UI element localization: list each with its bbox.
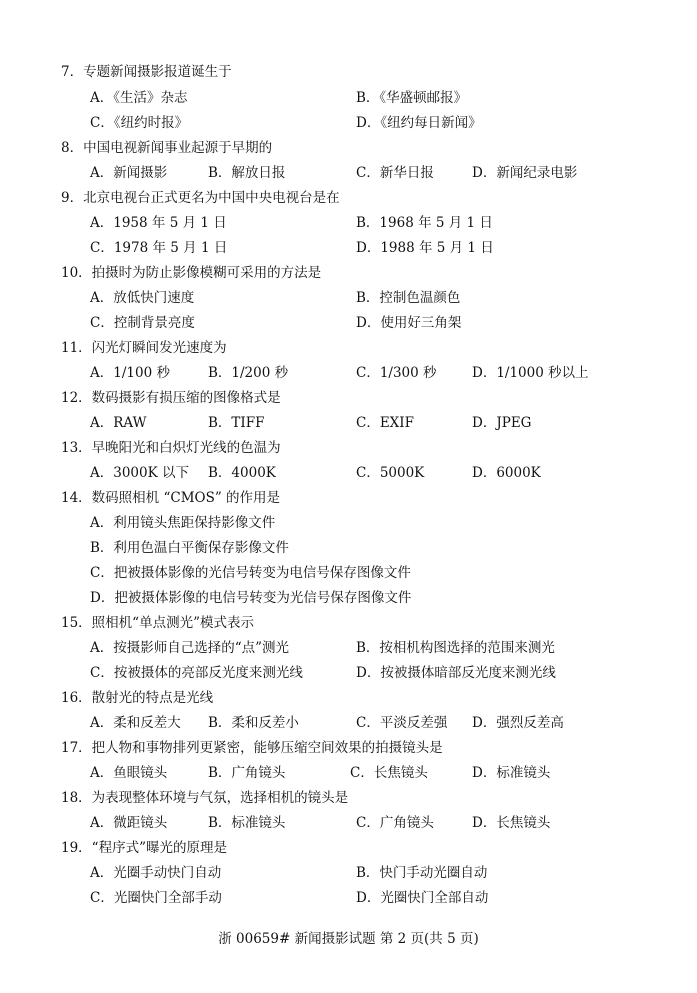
option-d: D．JPEG	[472, 415, 532, 431]
option-c: C．光圈快门全部手动	[90, 890, 222, 906]
option-c: C．控制背景亮度	[90, 315, 195, 331]
option-a: A．《生活》杂志	[90, 90, 188, 106]
option-a: A．3000K 以下	[90, 465, 189, 481]
option-c: C．新华日报	[356, 165, 434, 181]
option-a: A．鱼眼镜头	[90, 765, 168, 781]
option-c: C．长焦镜头	[350, 765, 428, 781]
option-d: D．新闻纪录电影	[472, 165, 578, 181]
option-c: C．平淡反差强	[356, 715, 448, 731]
question-stem: 14．数码照相机 “CMOS” 的作用是	[61, 490, 281, 506]
option-b: B．标准镜头	[208, 815, 286, 831]
option-b: B．4000K	[208, 465, 276, 481]
option-a: A．放低快门速度	[90, 290, 195, 306]
option-d: D．按被摄体暗部反光度来测光线	[356, 665, 556, 681]
option-b: B．1968 年 5 月 1 日	[356, 215, 493, 231]
option-b: B．柔和反差小	[208, 715, 299, 731]
option-d: D．使用好三角架	[356, 315, 462, 331]
question-stem: 8．中国电视新闻事业起源于早期的	[61, 140, 273, 156]
option-b: B．1/200 秒	[208, 365, 289, 381]
option-c: C．1/300 秒	[356, 365, 437, 381]
option-b: B．广角镜头	[208, 765, 286, 781]
option-a: A．按摄影师自己选择的“点”测光	[90, 640, 290, 656]
question-stem: 10．拍摄时为防止影像模糊可采用的方法是	[61, 265, 322, 281]
question-stem: 12．数码摄影有损压缩的图像格式是	[61, 390, 281, 406]
option-b: B．快门手动光圈自动	[356, 865, 488, 881]
option-d: D．把被摄体影像的电信号转变为光信号保存图像文件	[90, 590, 412, 606]
question-stem: 16．散射光的特点是光线	[61, 690, 214, 706]
question-stem: 19．“程序式”曝光的原理是	[61, 840, 227, 856]
option-b: B．控制色温颜色	[356, 290, 461, 306]
option-c: C．5000K	[356, 465, 425, 481]
option-b: B．按相机构图选择的范围来测光	[356, 640, 555, 656]
option-c: C．1978 年 5 月 1 日	[90, 240, 228, 256]
option-c: C．《纽约时报》	[90, 115, 189, 131]
option-d: D．《纽约每日新闻》	[356, 115, 482, 131]
page-footer: 浙 00659# 新闻摄影试题 第 2 页(共 5 页)	[218, 931, 479, 947]
option-a: A．微距镜头	[90, 815, 168, 831]
option-d: D．1988 年 5 月 1 日	[356, 240, 494, 256]
option-c: C．广角镜头	[356, 815, 434, 831]
option-d: D．标准镜头	[472, 765, 551, 781]
option-b: B．TIFF	[208, 415, 265, 431]
option-c: C．把被摄体影像的光信号转变为电信号保存图像文件	[90, 565, 411, 581]
question-stem: 15．照相机“单点测光”模式表示	[61, 615, 254, 631]
option-d: D．强烈反差高	[472, 715, 564, 731]
option-d: D．长焦镜头	[472, 815, 551, 831]
option-a: A．柔和反差大	[90, 715, 181, 731]
question-stem: 18．为表现整体环境与气氛，选择相机的镜头是	[61, 790, 349, 806]
option-a: A．光圈手动快门自动	[90, 865, 222, 881]
question-stem: 17．把人物和事物排列更紧密，能够压缩空间效果的拍摄镜头是	[61, 740, 443, 756]
question-stem: 7．专题新闻摄影报道诞生于	[61, 64, 232, 80]
option-d: D．1/1000 秒以上	[472, 365, 589, 381]
option-a: A．1/100 秒	[90, 365, 170, 381]
option-b: B．《华盛顿邮报》	[356, 90, 468, 106]
option-b: B．利用色温白平衡保存影像文件	[90, 540, 289, 556]
option-c: C．按被摄体的亮部反光度来测光线	[90, 665, 303, 681]
option-a: A．1958 年 5 月 1 日	[90, 215, 227, 231]
option-b: B．解放日报	[208, 165, 286, 181]
question-stem: 13．早晚阳光和白炽灯光线的色温为	[61, 440, 281, 456]
option-a: A．RAW	[90, 415, 147, 431]
option-a: A．利用镜头焦距保持影像文件	[90, 515, 276, 531]
option-d: D．光圈快门全部自动	[356, 890, 489, 906]
option-a: A．新闻摄影	[90, 165, 168, 181]
question-stem: 9．北京电视台正式更名为中国中央电视台是在	[61, 190, 340, 206]
option-d: D．6000K	[472, 465, 541, 481]
question-stem: 11．闪光灯瞬间发光速度为	[61, 340, 227, 356]
option-c: C．EXIF	[356, 415, 414, 431]
